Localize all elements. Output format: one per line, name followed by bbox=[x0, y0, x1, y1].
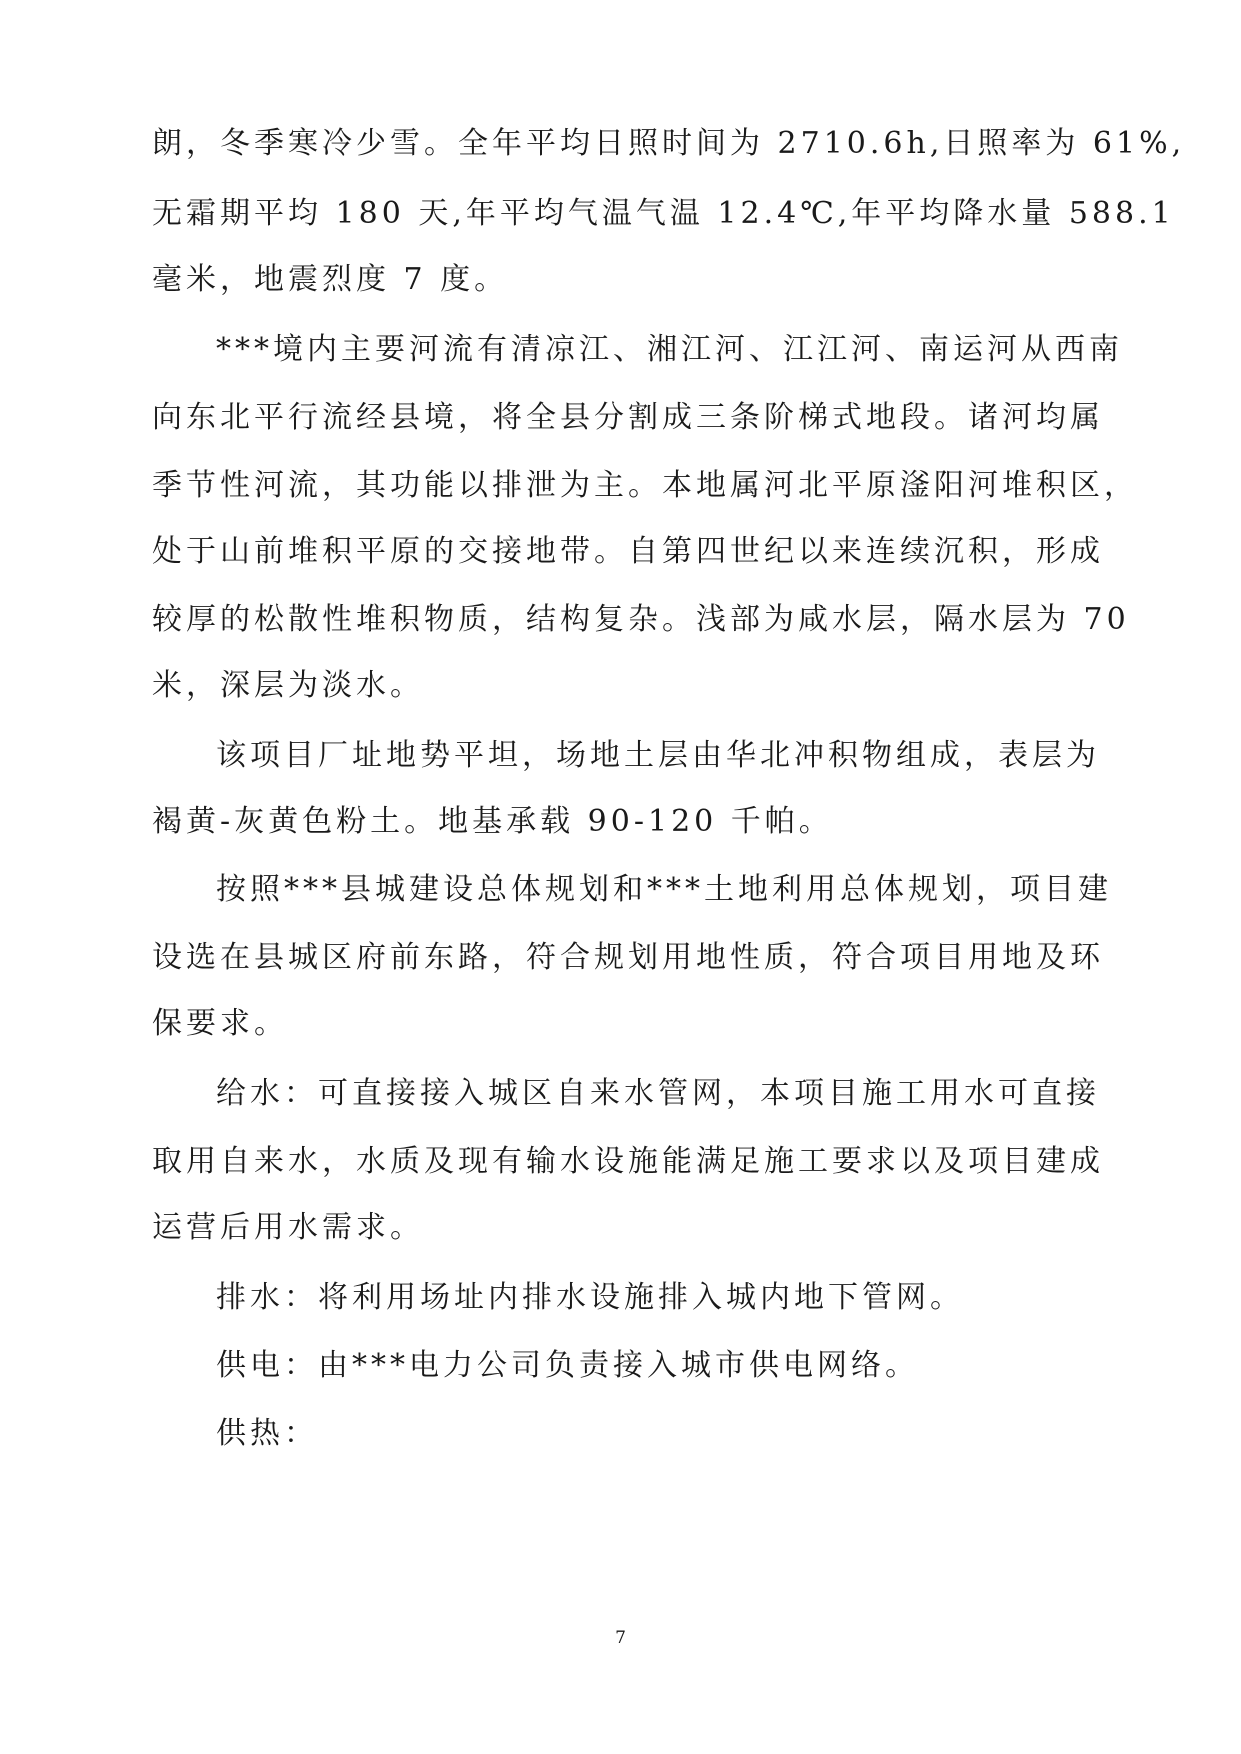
text-line: 该项目厂址地势平坦，场地土层由华北冲积物组成，表层为 bbox=[216, 738, 1100, 773]
text-line: 褐黄-灰黄色粉土。地基承载 90-120 千帕。 bbox=[152, 804, 833, 839]
text-line: 排水：将利用场址内排水设施排入城内地下管网。 bbox=[216, 1280, 964, 1315]
text-line: 毫米，地震烈度 7 度。 bbox=[152, 262, 509, 297]
text-line: 按照***县城建设总体规划和***土地利用总体规划，项目建 bbox=[216, 872, 1112, 907]
text-line: ***境内主要河流有清凉江、湘江河、江江河、南运河从西南 bbox=[216, 332, 1123, 367]
text-line: 给水：可直接接入城区自来水管网，本项目施工用水可直接 bbox=[216, 1076, 1100, 1111]
text-line: 运营后用水需求。 bbox=[152, 1210, 424, 1245]
text-line: 较厚的松散性堆积物质，结构复杂。浅部为咸水层，隔水层为 70 bbox=[152, 602, 1130, 637]
text-line: 处于山前堆积平原的交接地带。自第四世纪以来连续沉积，形成 bbox=[152, 534, 1104, 569]
text-line: 供电：由***电力公司负责接入城市供电网络。 bbox=[216, 1348, 919, 1383]
text-line: 供热： bbox=[216, 1416, 318, 1451]
text-line: 季节性河流，其功能以排泄为主。本地属河北平原滏阳河堆积区， bbox=[152, 468, 1138, 503]
text-line: 朗，冬季寒冷少雪。全年平均日照时间为 2710.6h,日照率为 61%, bbox=[152, 126, 1186, 161]
text-line: 取用自来水，水质及现有输水设施能满足施工要求以及项目建成 bbox=[152, 1144, 1104, 1179]
text-line: 设选在县城区府前东路，符合规划用地性质，符合项目用地及环 bbox=[152, 940, 1104, 975]
text-line: 向东北平行流经县境，将全县分割成三条阶梯式地段。诸河均属 bbox=[152, 400, 1104, 435]
text-line: 米，深层为淡水。 bbox=[152, 668, 424, 703]
page-number: 7 bbox=[615, 1628, 626, 1648]
text-line: 保要求。 bbox=[152, 1006, 288, 1041]
text-line: 无霜期平均 180 天,年平均气温气温 12.4℃,年平均降水量 588.1 bbox=[152, 196, 1175, 231]
